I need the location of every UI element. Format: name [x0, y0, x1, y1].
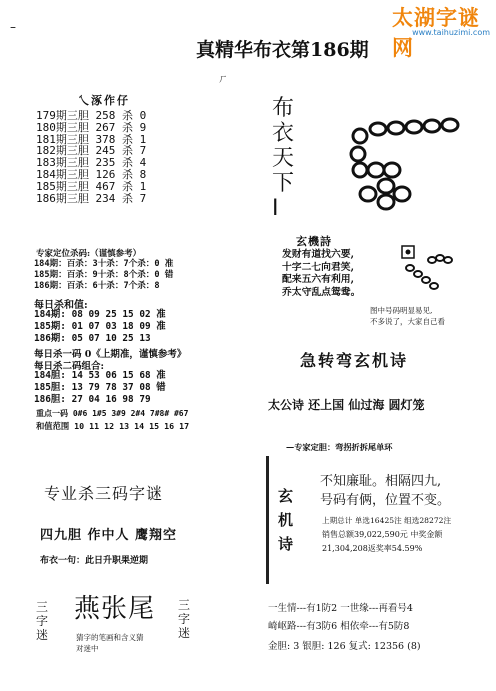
watermark-logo: [392, 2, 496, 60]
sum-points: 和值范围 10 11 12 13 14 15 16 17: [36, 421, 190, 431]
stat-line-2: 销售总额39,022,590元 中奖金额: [322, 530, 443, 539]
footer-line-2: 崎岖路---有3防6 相依牵---有5防8: [268, 621, 410, 632]
table-row: 184期：百杀：3十杀：7个杀：0 准: [34, 259, 174, 269]
side-label-left: 三字迷: [36, 600, 49, 642]
corner-mark: –: [10, 20, 16, 34]
left-bottom-phrases: 四九胆 作中人 鹰翔空: [40, 528, 178, 543]
puzzle-note-2: 对迷中: [76, 644, 99, 653]
right-bottom-banner: —专家定胆：弯拐折拆尾单环: [286, 442, 393, 452]
poem-lines: 发财有道找六要, 十字二七向君笑, 配来五六有利用, 乔太守乱点鸳鸯。: [282, 249, 361, 298]
section1-heading: 乀涿作仔: [78, 94, 130, 107]
table-row: 182期三胆 245 杀 7: [36, 144, 147, 158]
poem-note-2: 不多说了，大家自己看: [370, 317, 445, 326]
table-row: 179期三胆 258 杀 0: [36, 109, 147, 122]
left-bottom-subtitle: 布衣一句：此日升职果逆期: [40, 556, 149, 566]
table-row: 186期：百杀：6十杀：7个杀：8: [34, 281, 160, 291]
poem-note-1: 图中号码明显易见,: [370, 306, 433, 315]
right-bottom-side: 玄 机 诗: [278, 487, 294, 553]
footer-line-1: 一生情---有1防2 一世缘---再看号4: [268, 603, 413, 614]
table-row: 184期三胆 126 杀 8: [36, 167, 147, 181]
chain-illustration: [396, 238, 460, 296]
section4-subheading: 每日杀二码组合:: [34, 361, 105, 372]
left-border-bar: [266, 456, 269, 584]
table-row: 181期三胆 378 杀 1: [36, 132, 147, 146]
poem-box: [284, 232, 366, 302]
table-row: 186胆: 27 04 16 98 79: [34, 394, 151, 405]
table-row: 183期三胆 235 杀 4: [36, 156, 147, 170]
table-row: 184期: 08 09 25 15 02 准: [34, 309, 166, 320]
left-bottom-title: 专业杀三码字谜: [44, 484, 164, 503]
section2-table: [34, 259, 173, 292]
right-bottom-poem-2: 号码有俩，位置不变。: [320, 493, 451, 508]
poem-title: 玄機詩: [296, 235, 332, 248]
section3-heading: 每日杀和值:: [34, 300, 88, 311]
table-row: 185期: 01 07 03 18 09 准: [34, 321, 166, 332]
table-row: 185胆: 13 79 78 37 08 错: [34, 382, 166, 393]
table-row: 185期三胆 467 杀 1: [36, 179, 147, 193]
watermark-name: 太湖字谜网: [392, 6, 480, 60]
section3-table: [34, 309, 166, 345]
stat-line-3: 21,304,208返奖率54.59%: [322, 544, 423, 553]
section4-table: [34, 370, 166, 406]
number-beads-figure: [346, 114, 470, 220]
vertical-title: 布 衣 天 下 I: [272, 96, 295, 221]
big-puzzle-text: 燕张尾: [74, 594, 156, 624]
side-label-right: 三字迷: [178, 598, 191, 640]
table-row: 185期：百杀：9十杀：8个杀：0 错: [34, 270, 174, 280]
page-mark: ㄏ: [218, 74, 228, 85]
table-row: 186期三胆 234 杀 7: [36, 191, 147, 205]
table-row: 184胆: 14 53 06 15 68 准: [34, 370, 166, 381]
puzzle-note-1: 猜字的笔画和含义猜: [76, 633, 144, 642]
right-mid-phrases: 太公诗 还上国 仙过海 圆灯笼: [268, 398, 425, 412]
key-points: 重点一码 0#6 1#5 3#9 2#4 7#8# #67: [36, 409, 189, 418]
section2-heading: 专家定位杀码:（谨慎参考）: [36, 249, 142, 259]
right-mid-title: 急转弯玄机诗: [300, 351, 409, 370]
table-row: 186期: 05 07 10 25 13: [34, 333, 151, 344]
footer-line-3: 金胆: 3 银胆: 126 复式: 12356 (8): [268, 641, 421, 652]
section1-table: [36, 110, 146, 204]
table-row: 180期三胆 267 杀 9: [36, 120, 147, 134]
right-bottom-poem-1: 不知廉耻。相隔四九,: [320, 474, 442, 489]
stat-line-1: 上期总计 单选16425注 组选28272注: [322, 516, 452, 525]
section4-heading: 每日杀一码 0《上期准，谨慎参考》: [34, 349, 187, 360]
page-title: 真精华布衣第186期: [196, 39, 369, 61]
watermark-url: www.taihuzimi.com: [412, 28, 490, 37]
